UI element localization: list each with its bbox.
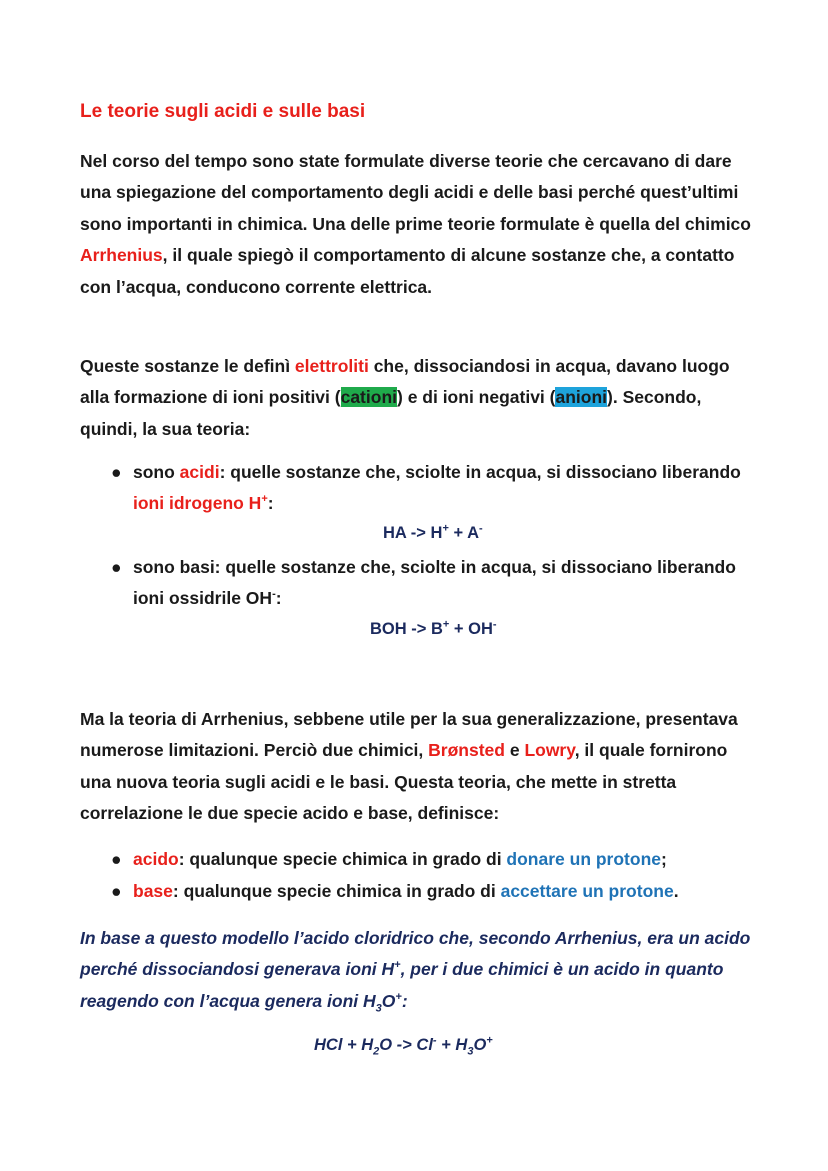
text: BOH -> B xyxy=(370,620,443,638)
superscript: + xyxy=(442,522,449,535)
subscript: 3 xyxy=(467,1045,474,1058)
equation-acid xyxy=(383,524,483,543)
lowry-term: Lowry xyxy=(524,740,575,761)
text: + OH xyxy=(449,620,493,638)
text: e xyxy=(504,740,525,761)
superscript: - xyxy=(478,522,483,535)
bullet-icon: ● xyxy=(111,462,122,482)
superscript: + xyxy=(395,990,402,1003)
text: + A xyxy=(448,524,479,542)
elettroliti-term: elettroliti xyxy=(294,356,369,376)
donare-term: donare un protone xyxy=(506,849,661,869)
text: , per i due chimici è un acido in quanto reagendo con l’acqua genera ioni H xyxy=(80,959,724,1011)
text: O -> Cl xyxy=(379,1036,433,1054)
text: , il quale spiegò il comportamento di alcune sostanze che, a contatto con l’acqua, conducono corrente elettrica. xyxy=(80,245,735,297)
equation-hcl xyxy=(314,1034,493,1058)
list-item-text xyxy=(133,457,753,520)
text: sono basi: quelle sostanze che, sciolte in acqua, si dissociano liberando ioni ossidrile OH xyxy=(133,557,736,609)
text: : qualunque specie chimica in grado di xyxy=(172,881,501,901)
list-item-text xyxy=(133,844,753,875)
cationi-highlight: cationi xyxy=(340,387,397,408)
text: : qualunque specie chimica in grado di xyxy=(178,849,507,869)
text: , il quale fornirono una nuova teoria sugli acidi e le basi. Questa teoria, che mette in stretta correlazione le due specie acido e base, definisce: xyxy=(80,740,728,824)
text: In base a questo modello l’acido cloridrico che, secondo Arrhenius, era un acido perché dissociandosi generava ioni H xyxy=(80,928,751,980)
bronsted-term: Brønsted xyxy=(428,740,505,761)
text: ). Secondo, quindi, la sua teoria: xyxy=(80,387,702,439)
subscript: 3 xyxy=(375,1002,382,1015)
superscript: - xyxy=(492,618,497,631)
anioni-highlight: anioni xyxy=(555,387,608,408)
acido-term: acido xyxy=(133,849,179,869)
text: : xyxy=(275,588,282,609)
text: ioni idrogeno H xyxy=(133,493,262,514)
text: HCl + H xyxy=(314,1036,374,1054)
text: : quelle sostanze che, sciolte in acqua, si dissociano liberando xyxy=(219,462,741,482)
accettare-term: accettare un protone xyxy=(500,881,674,901)
bronsted-lowry-paragraph xyxy=(80,704,760,830)
text: : xyxy=(267,493,274,514)
arrhenius-term: Arrhenius xyxy=(80,245,163,266)
acidi-term: acidi xyxy=(179,462,220,482)
text: Queste sostanze le definì xyxy=(80,356,295,376)
text: ) e di ioni negativi ( xyxy=(397,387,556,408)
bullet-icon: ● xyxy=(111,881,122,901)
intro-paragraph xyxy=(80,146,760,303)
text: HA -> H xyxy=(383,524,443,542)
text: + H xyxy=(436,1036,468,1054)
list-item-text xyxy=(133,876,753,907)
text: che, dissociandosi in acqua, davano luogo alla formazione di ioni positivi ( xyxy=(80,356,730,408)
page-title: Le teorie sugli acidi e sulle basi xyxy=(80,101,366,122)
equation-base xyxy=(370,620,497,639)
electrolytes-paragraph xyxy=(80,351,760,445)
superscript: + xyxy=(394,959,401,972)
text: O xyxy=(473,1036,487,1054)
subscript: 2 xyxy=(373,1045,380,1058)
superscript: + xyxy=(486,1034,493,1047)
superscript: + xyxy=(261,493,268,506)
bullet-icon: ● xyxy=(111,849,122,869)
text: O xyxy=(381,990,396,1011)
text: sono xyxy=(133,462,180,482)
superscript: - xyxy=(272,588,276,601)
bullet-icon: ● xyxy=(111,557,122,577)
base-term: base xyxy=(133,881,173,901)
text: Nel corso del tempo sono state formulate diverse teorie che cercavano di dare una spiegazione del comportamento degli acidi e delle basi perché quest’ultimi sono importanti in chimica. Una delle prime teorie formulate è quella del chimico xyxy=(80,151,751,234)
text: . xyxy=(673,881,679,901)
text: ; xyxy=(661,849,667,869)
text: Ma la teoria di Arrhenius, sebbene utile per la sua generalizzazione, presentava numerose limitazioni. Perciò due chimici, xyxy=(80,709,738,761)
superscript: + xyxy=(442,618,450,631)
superscript: - xyxy=(432,1034,437,1047)
list-item-text xyxy=(133,552,753,615)
text: : xyxy=(401,990,408,1011)
hcl-paragraph xyxy=(80,923,760,1017)
ioni-idrogeno-term xyxy=(133,493,268,513)
